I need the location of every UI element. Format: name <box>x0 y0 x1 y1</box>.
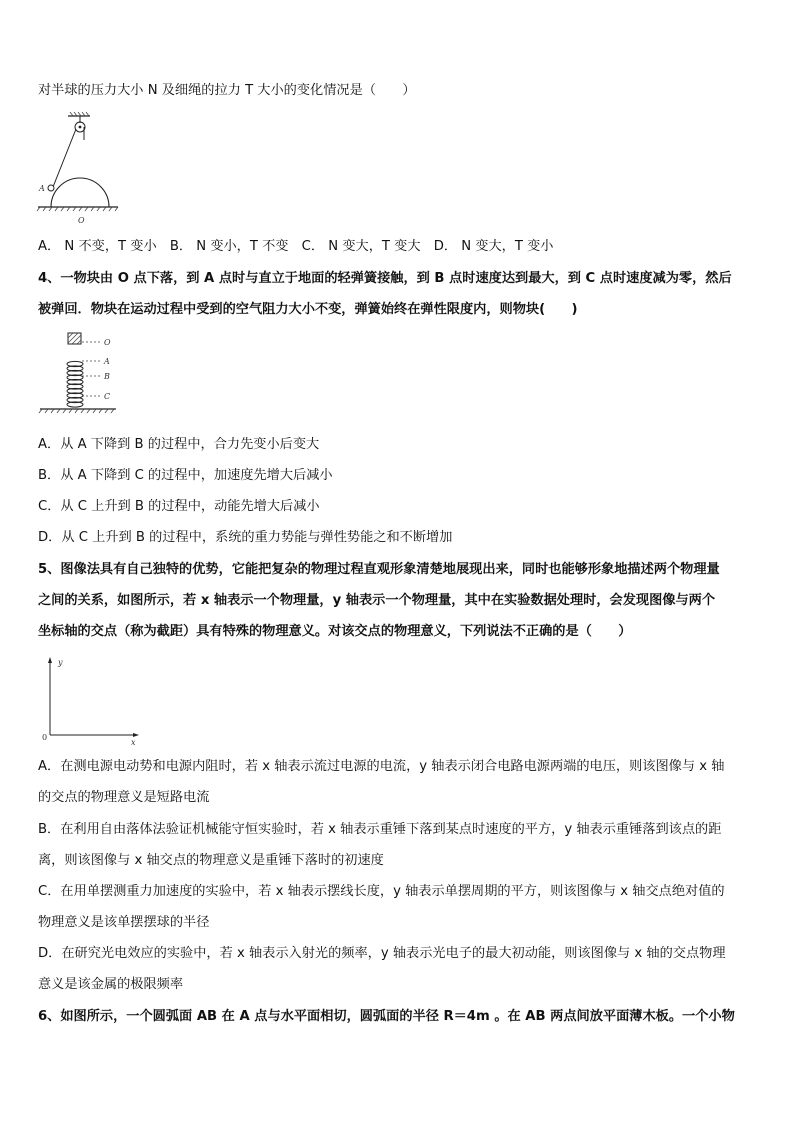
q5-option-a-line-2: 的交点的物理意义是短路电流 <box>38 790 210 805</box>
q4-label-a: A <box>104 357 110 366</box>
q4-stem-line-1: 4、一物块由 O 点下落，到 A 点时与直立于地面的轻弹簧接触，到 B 点时速度达到最大，到 C 点时速度减为零，然后 <box>38 271 732 286</box>
q3-options: A． N 不变，T 变小 B． N 变小，T 不变 C． N 变大，T 变大 D． N 变大，T 变小 <box>38 239 554 254</box>
q5-option-b-line-1: B．在利用自由落体法验证机械能守恒实验时，若 x 轴表示重锤下落到某点时速度的平方，y 轴表示重锤落到该点的距 <box>38 822 722 837</box>
q5-label-origin: 0 <box>42 733 48 742</box>
q3-hemisphere-figure <box>34 110 124 228</box>
q5-option-b-line-2: 离，则该图像与 x 轴交点的物理意义是重锤下落时的初速度 <box>38 853 384 868</box>
q4-option-b: B．从 A 下降到 C 的过程中，加速度先增大后减小 <box>38 468 333 483</box>
q3-stem-tail: 对半球的压力大小 N 及细绳的拉力 T 大小的变化情况是（ ） <box>38 83 416 98</box>
q4-label-c: C <box>104 392 111 401</box>
q5-stem-line-3: 坐标轴的交点（称为截距）具有特殊的物理意义。对该交点的物理意义，下列说法不正确的是（ ） <box>38 624 632 639</box>
q5-axes-figure <box>38 652 148 748</box>
q5-option-c-line-2: 物理意义是该单摆摆球的半径 <box>38 915 210 930</box>
q4-label-b: B <box>104 372 110 381</box>
q5-option-c-line-1: C．在用单摆测重力加速度的实验中，若 x 轴表示摆线长度，y 轴表示单摆周期的平方，则该图像与 x 轴交点绝对值的 <box>38 884 725 899</box>
q4-option-d: D．从 C 上升到 B 的过程中，系统的重力势能与弹性势能之和不断增加 <box>38 530 453 545</box>
q5-stem-line-1: 5、图像法具有自己独特的优势，它能把复杂的物理过程直观形象清楚地展现出来，同时也能够形象地描述两个物理量 <box>38 562 720 577</box>
q3-label-a: A <box>39 184 45 193</box>
q4-label-o: O <box>104 338 111 347</box>
q4-spring-figure <box>38 330 128 416</box>
q5-label-x: x <box>131 738 136 747</box>
q6-stem-line-1: 6、如图所示，一个圆弧面 AB 在 A 点与水平面相切，圆弧面的半径 R＝4m 。在 AB 两点间放平面薄木板。一个小物 <box>38 1009 735 1024</box>
q5-option-d-line-2: 意义是该金属的极限频率 <box>38 977 184 992</box>
q4-option-c: C．从 C 上升到 B 的过程中，动能先增大后减小 <box>38 499 320 514</box>
q4-stem-line-2: 被弹回．物块在运动过程中受到的空气阻力大小不变，弹簧始终在弹性限度内，则物块( ) <box>38 302 578 317</box>
q5-option-a-line-1: A．在测电源电动势和电源内阻时，若 x 轴表示流过电源的电流，y 轴表示闭合电路电源两端的电压，则该图像与 x 轴 <box>38 759 725 774</box>
q5-label-y: y <box>58 658 63 667</box>
q5-stem-line-2: 之间的关系，如图所示，若 x 轴表示一个物理量，y 轴表示一个物理量，其中在实验数据处理时，会发现图像与两个 <box>38 593 716 608</box>
q5-option-d-line-1: D．在研究光电效应的实验中，若 x 轴表示入射光的频率，y 轴表示光电子的最大初动能，则该图像与 x 轴的交点物理 <box>38 946 726 961</box>
q4-option-a: A．从 A 下降到 B 的过程中，合力先变小后变大 <box>38 437 320 452</box>
q3-label-o: O <box>78 216 85 225</box>
